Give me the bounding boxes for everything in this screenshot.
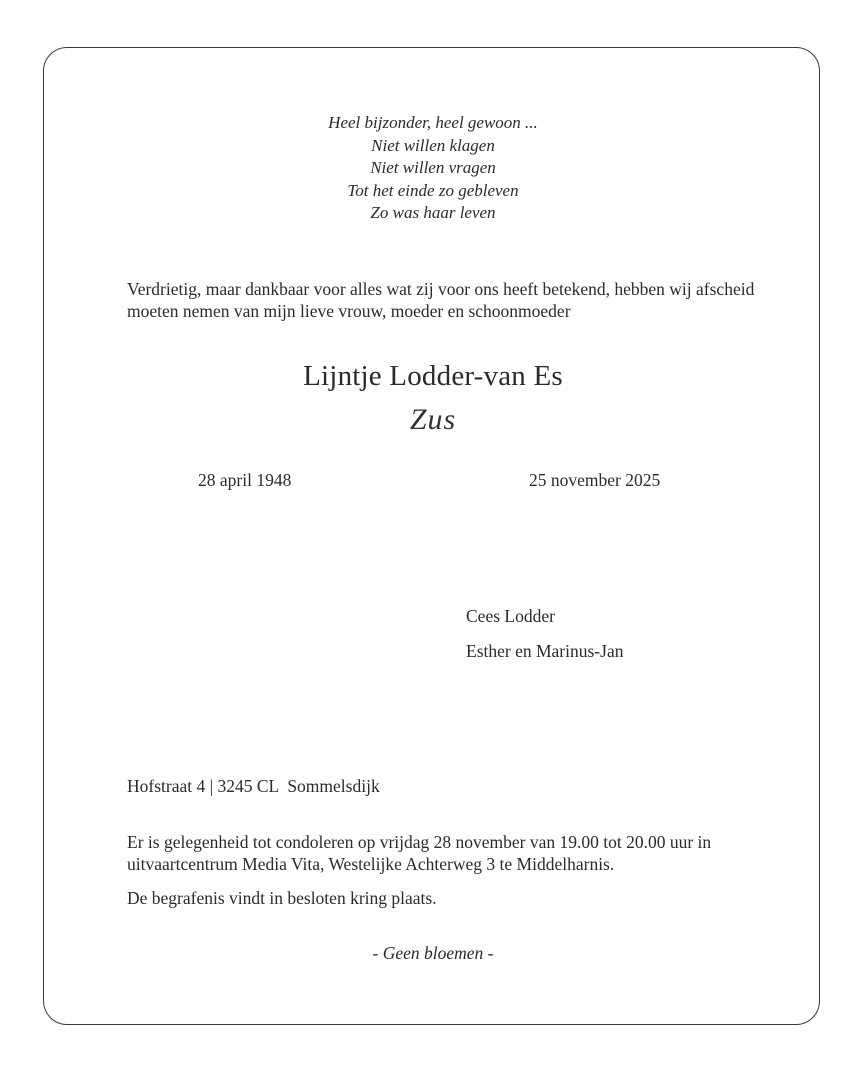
poem-line: Heel bijzonder, heel gewoon ...: [328, 113, 538, 132]
burial-info: De begrafenis vindt in besloten kring plaats.: [127, 888, 437, 908]
death-date: 25 november 2025: [529, 470, 661, 490]
birth-date: 28 april 1948: [198, 470, 292, 490]
deceased-name: Lijntje Lodder-van Es: [303, 360, 563, 392]
poem-line: Zo was haar leven: [370, 203, 496, 223]
condolence-info: Er is gelegenheid tot condoleren op vrijdag 28 november van 19.00 tot 20.00 uur in uitvaartcentrum Media Vita, Westelijke Achterweg 3 te Middelharnis.: [127, 832, 712, 874]
deceased-nickname: Zus: [409, 403, 457, 436]
poem-line: Niet willen vragen: [370, 158, 496, 178]
address: Hofstraat 4 | 3245 CL Sommelsdijk: [127, 776, 380, 796]
family-member: Esther en Marinus-Jan: [466, 641, 624, 661]
poem: [0, 112, 866, 225]
poem-line: Tot het einde zo gebleven: [347, 180, 519, 200]
family-member: Cees Lodder: [466, 606, 555, 626]
no-flowers-note: - Geen bloemen -: [372, 943, 494, 963]
poem-line: Niet willen klagen: [371, 135, 495, 155]
intro-text: Verdrietig, maar dankbaar voor alles wat zij voor ons heeft betekend, hebben wij afscheid moeten nemen van mijn lieve vrouw, moeder en schoonmoeder: [127, 279, 755, 321]
